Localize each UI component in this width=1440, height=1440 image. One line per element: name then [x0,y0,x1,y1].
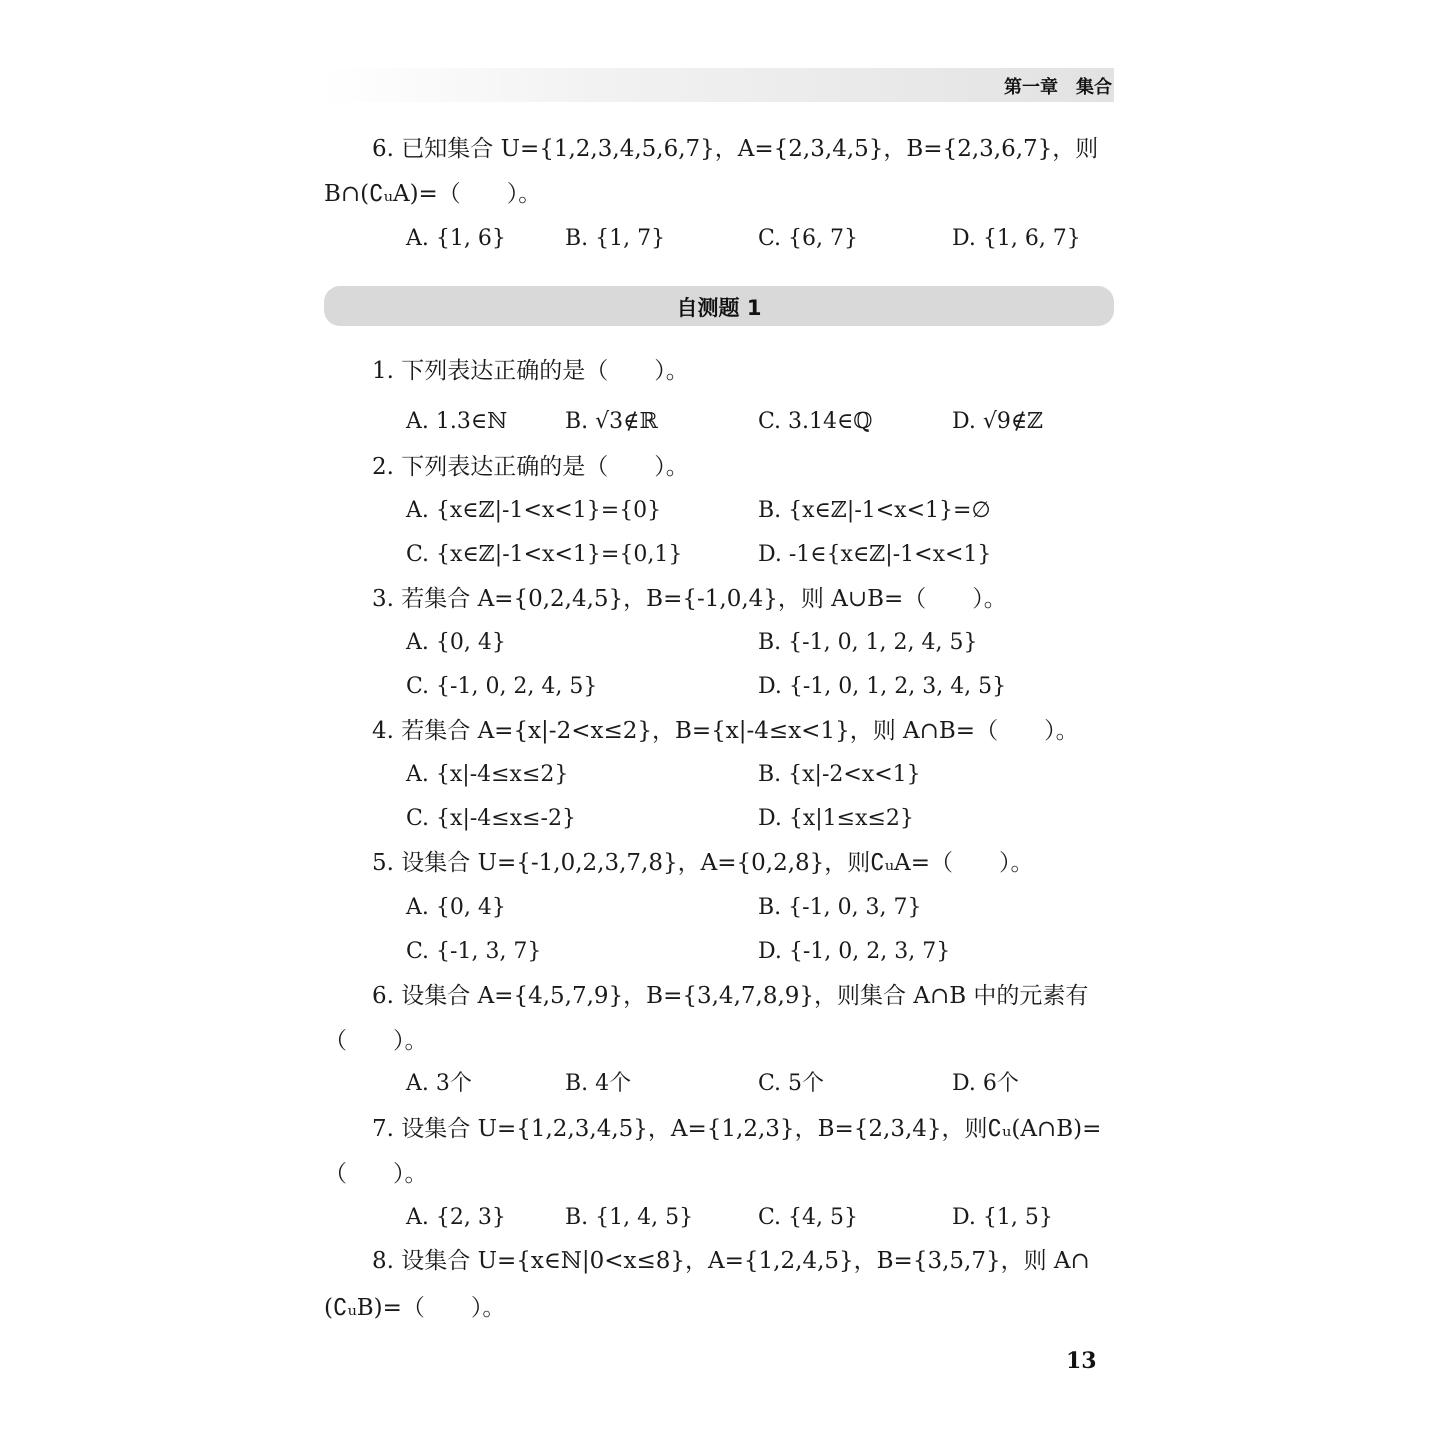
option-d: D. {-1, 0, 2, 3, 7} [758,939,951,964]
question-stem: 4. 若集合 A={x|-2<x≤2}，B={x|-4≤x<1}，则 A∩B=（ ）。 [372,718,1079,744]
chapter-header-bar [322,68,1114,102]
section-title: 自测题 1 [676,296,762,320]
option-a: A. {1, 6} [406,226,506,251]
option-c: C. {-1, 3, 7} [406,939,542,964]
option-d: D. {x|1≤x≤2} [758,806,914,831]
option-b: B. √3∉ℝ [565,409,658,434]
question-stem: 3. 若集合 A={0,2,4,5}，B={-1,0,4}，则 A∪B=（ ）。 [372,586,1007,612]
option-a: A. {2, 3} [406,1205,506,1230]
question-stem: 8. 设集合 U={x∈ℕ|0<x≤8}，A={1,2,4,5}，B={3,5,7}，则 A∩ [372,1248,1090,1274]
question-stem: 7. 设集合 U={1,2,3,4,5}，A={1,2,3}，B={2,3,4}，则∁ᵤ(A∩B)= [372,1116,1102,1142]
option-c: C. {4, 5} [758,1205,859,1230]
option-a: A. {0, 4} [406,895,506,920]
option-d: D. -1∈{x∈ℤ|-1<x<1} [758,542,992,567]
option-a: A. {x|-4≤x≤2} [406,762,569,787]
question-stem-continued: （ ）。 [324,1028,428,1054]
question-stem: 1. 下列表达正确的是（ ）。 [372,358,689,384]
section-header [324,286,1114,326]
option-a: A. 1.3∈ℕ [406,409,508,434]
option-a: A. {x∈ℤ|-1<x<1}={0} [406,498,662,523]
question-stem: 6. 设集合 A={4,5,7,9}，B={3,4,7,8,9}，则集合 A∩B 中的元素有 [372,983,1089,1009]
question-stem-continued: （ ）。 [324,1161,428,1187]
question-stem-continued: B∩(∁ᵤA)=（ ）。 [324,181,542,207]
option-b: B. 4个 [565,1071,632,1096]
option-b: B. {x∈ℤ|-1<x<1}=∅ [758,498,991,523]
page-number: 13 [1066,1348,1097,1374]
option-c: C. {x|-4≤x≤-2} [406,806,576,831]
option-b: B. {1, 7} [565,226,666,251]
option-b: B. {1, 4, 5} [565,1205,694,1230]
option-c: C. {-1, 0, 2, 4, 5} [406,674,598,699]
option-d: D. √9∉ℤ [952,409,1044,434]
option-c: C. 5个 [758,1071,825,1096]
option-c: C. {x∈ℤ|-1<x<1}={0,1} [406,542,683,567]
option-b: B. {-1, 0, 3, 7} [758,895,922,920]
option-d: D. {1, 5} [952,1205,1053,1230]
option-a: A. 3个 [406,1071,472,1096]
option-c: C. {6, 7} [758,226,859,251]
option-a: A. {0, 4} [406,630,506,655]
chapter-title: 第一章 集合 [1004,77,1112,98]
question-stem-continued: (∁ᵤB)=（ ）。 [324,1295,506,1321]
option-d: D. 6个 [952,1071,1019,1096]
option-b: B. {x|-2<x<1} [758,762,921,787]
question-stem: 2. 下列表达正确的是（ ）。 [372,454,689,480]
question-stem: 5. 设集合 U={-1,0,2,3,7,8}，A={0,2,8}，则∁ᵤA=（ ）。 [372,850,1034,876]
question-stem: 6. 已知集合 U={1,2,3,4,5,6,7}，A={2,3,4,5}，B={2,3,6,7}，则 [372,136,1099,162]
textbook-page [322,68,1114,1388]
option-d: D. {-1, 0, 1, 2, 3, 4, 5} [758,674,1007,699]
option-d: D. {1, 6, 7} [952,226,1081,251]
option-c: C. 3.14∈ℚ [758,409,873,434]
option-b: B. {-1, 0, 1, 2, 4, 5} [758,630,978,655]
